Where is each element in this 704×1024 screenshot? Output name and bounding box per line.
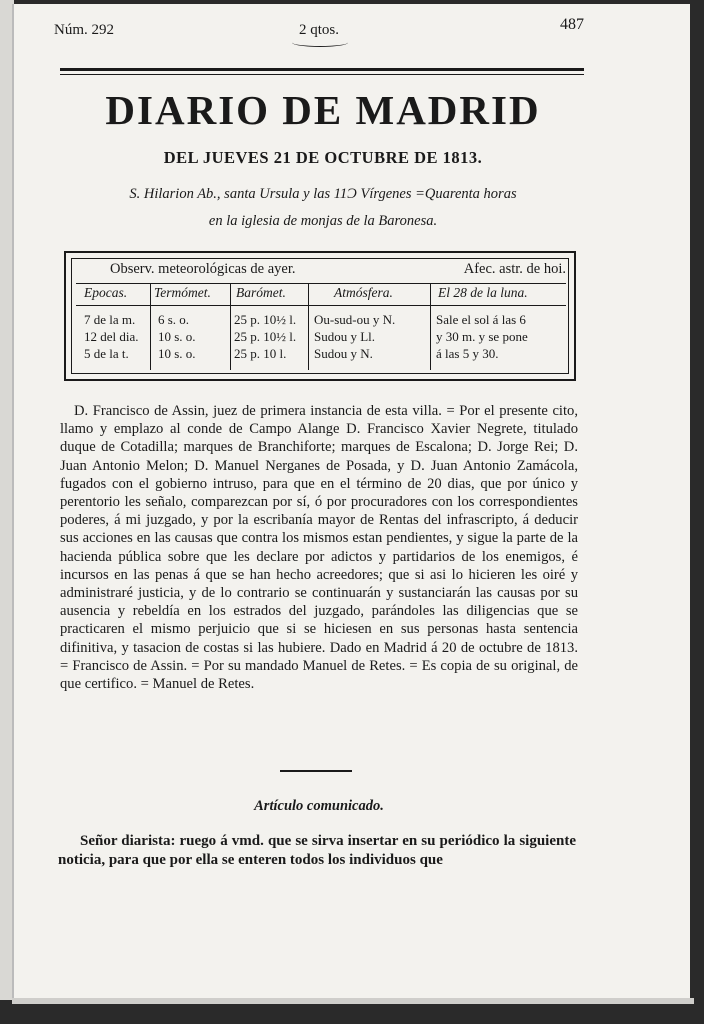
thermometer-cell: 6 s. o. <box>158 312 190 327</box>
column-divider <box>230 284 231 370</box>
astro-cell: á las 5 y 30. <box>436 346 499 361</box>
barometer-cell: 25 p. 10 l. <box>234 346 287 361</box>
page-number: 487 <box>560 16 584 33</box>
thermometer-cell: 10 s. o. <box>158 329 196 344</box>
date-line: DEL JUEVES 21 DE OCTUBRE DE 1813. <box>163 148 483 167</box>
weather-observations-box <box>64 251 576 381</box>
column-divider <box>150 284 151 370</box>
atmosphere-cell: Ou-sud-ou y N. <box>314 312 396 327</box>
atmosphere-cell: Sudou y Ll. <box>314 329 376 344</box>
letter-paragraph: Señor diarista: ruego á vmd. que se sirva insertar en su periódico la siguiente noticia, para que por ella se enteren todos los individuos que <box>58 833 576 868</box>
edict-article <box>60 402 578 693</box>
epoch-cell: 5 de la t. <box>84 346 129 361</box>
saints-line-2: en la iglesia de monjas de la Baronesa. <box>208 213 438 229</box>
price-brace-ornament <box>292 38 348 47</box>
section-divider <box>280 770 352 772</box>
epoch-cell: 12 del dia. <box>84 329 139 344</box>
thermometer-cell: 10 s. o. <box>158 346 196 361</box>
astro-cell: y 30 m. y se pone <box>436 329 528 344</box>
col-header-thermometer: Termómet. <box>154 285 211 300</box>
column-divider <box>308 284 309 370</box>
masthead-title: DIARIO DE MADRID <box>105 87 541 133</box>
barometer-cell: 25 p. 10½ l. <box>234 329 297 344</box>
astro-title: Afec. astr. de hoi. <box>463 261 566 277</box>
epoch-cell: 7 de la m. <box>84 312 136 327</box>
masthead-rule-thin <box>60 74 584 75</box>
letter-article <box>58 832 576 870</box>
col-header-moon: El 28 de la luna. <box>438 285 528 300</box>
issue-price: 2 qtos. <box>299 22 340 38</box>
issue-number: Núm. 292 <box>54 22 114 38</box>
col-header-atmosphere: Atmósfera. <box>334 285 393 300</box>
atmosphere-cell: Sudou y N. <box>314 346 373 361</box>
masthead-rule-top <box>60 68 584 71</box>
column-divider <box>430 284 431 370</box>
astro-cell: Sale el sol á las 6 <box>436 312 526 327</box>
article-heading: Artículo comunicado. <box>254 798 384 814</box>
barometer-cell: 25 p. 10½ l. <box>234 312 297 327</box>
page-bottom-edge <box>12 998 694 1004</box>
observations-title: Observ. meteorológicas de ayer. <box>110 261 296 277</box>
col-header-epochs: Epocas. <box>84 285 128 300</box>
running-header <box>54 16 584 42</box>
col-header-barometer: Barómet. <box>236 285 286 300</box>
edict-paragraph: D. Francisco de Assin, juez de primera instancia de esta villa. = Por el presente cito, llamo y emplazo al conde de Campo Alange D. Francisco Xavier Negrete, titulado duque de Cotadilla; marques de Branchiforte; marques de Escalona; D. Jorge Rei; D. Juan Antonio Melon; D. Manuel Nerganes de Posada, y D. Juan Antonio Zamácola, fugados con el gobierno intruso, para que en el término de 20 dias, que por único y perentorio les señalo, comparezcan por sí, ó por procuradores con los correspondientes poderes, á mi juzgado, y por la escribanía mayor de Rentas del infrascripto, á deducir sus acciones en las causas que contra los mismos estan pendientes, y sigue la parte de la hacienda pública sobre que les declare por adictos y partidarios de los enemigos, é incursos en las penas á que se han hecho acreedores; que si asi lo hicieren les oiré y administraré justicia, y de lo contrario se continuarán y sustanciarán las causas por su ausencia y rebeldía en los estrados del juzgado, parándoles las diligencias que se practicaren el mismo perjuicio que si se hiciesen en sus personas hasta sentencia difinitiva, y tasacion de costas si las hubiere. Dado en Madrid á 20 de octubre de 1813. = Francisco de Assin. = Por su mandado Manuel de Retes. = Es copia de su original, de que certifico. = Manuel de Retes. <box>60 403 578 693</box>
saints-line-1: S. Hilarion Ab., santa Ursula y las 11Ɔ Vírgenes =Quarenta horas <box>129 186 517 202</box>
